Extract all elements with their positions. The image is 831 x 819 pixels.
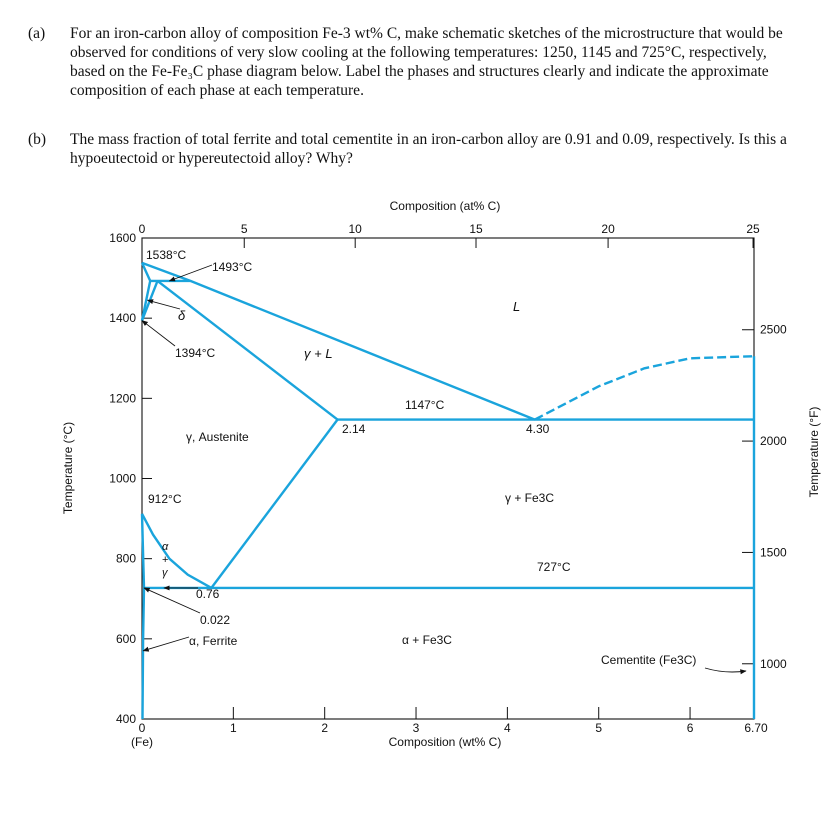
phase-line-alpha-solvus (143, 588, 145, 719)
part-b-text: The mass fraction of total ferrite and total cementite in an iron-carbon alloy are 0.91 and 0.09, respectively. Is this a hypoeutectoid or hypereutectoid alloy? Why? (70, 131, 787, 167)
label-0-76: 0.76 (196, 587, 220, 601)
x-tick-label-7: 6.70 (744, 721, 768, 735)
part-a-label: (a) (28, 25, 46, 42)
arrow-delta (147, 300, 180, 309)
arrow-0-022 (144, 588, 200, 613)
label-0-022: 0.022 (200, 613, 231, 627)
y-tick-label-800: 800 (115, 551, 136, 566)
label-2-14: 2.14 (342, 422, 366, 436)
label-1493: 1493°C (212, 260, 253, 274)
phase-liquid: L (513, 299, 521, 314)
left-axis-title: Temperature (°C) (61, 421, 75, 515)
phase-alpha-gamma-alpha: α (162, 541, 169, 553)
top-tick-label-0: 0 (138, 222, 146, 236)
right-tick-label-2500: 2500 (760, 322, 787, 337)
phase-line-a3 (142, 514, 211, 588)
phase-gamma-liquid: γ + L (304, 346, 333, 361)
y-tick-label-1600: 1600 (109, 231, 136, 245)
x-tick-label-5: 5 (595, 721, 603, 735)
y-tick-label-1000: 1000 (109, 471, 136, 486)
phase-cementite: Cementite (Fe3C) (601, 653, 697, 667)
phase-austenite: γ, Austenite (186, 430, 249, 444)
phase-line-liquidus-left (142, 263, 535, 420)
y-tick-label-600: 600 (115, 631, 136, 646)
arrow-1493 (169, 265, 212, 281)
phase-gamma-cementite: γ + Fe3C (505, 491, 555, 505)
right-axis-title: Temperature (°F) (807, 406, 821, 498)
arrow-cementite (705, 668, 746, 672)
part-b-label: (b) (28, 131, 47, 148)
top-tick-label-5: 5 (240, 222, 248, 236)
x-tick-label-1: 1 (229, 721, 237, 735)
label-727: 727°C (537, 560, 571, 574)
top-tick-label-15: 15 (469, 222, 483, 236)
label-912: 912°C (148, 492, 182, 506)
y-tick-label-400: 400 (115, 712, 136, 726)
label-4-30: 4.30 (526, 422, 550, 436)
top-axis-title: Composition (at% C) (389, 199, 501, 213)
label-1538: 1538°C (146, 248, 187, 262)
y-tick-label-1400: 1400 (109, 311, 136, 326)
phase-line-liquidus-right (535, 356, 754, 419)
right-tick-label-2000: 2000 (760, 434, 787, 449)
x-tick-label-4: 4 (504, 721, 511, 735)
x-tick-label-0: 0 (138, 721, 146, 735)
top-tick-label-10: 10 (348, 222, 362, 236)
phase-delta: δ (178, 308, 186, 323)
phase-ferrite: α, Ferrite (189, 634, 238, 648)
x-tick-label-2: 2 (321, 721, 329, 735)
x-tick-label-6: 6 (686, 721, 694, 735)
label-1147: 1147°C (405, 398, 445, 412)
bottom-axis-title: Composition (wt% C) (388, 735, 502, 749)
top-tick-label-20: 20 (601, 222, 615, 236)
phase-alpha-cementite: α + Fe3C (402, 633, 452, 647)
y-tick-label-1200: 1200 (109, 391, 136, 406)
label-1394: 1394°C (175, 346, 216, 360)
right-tick-label-1500: 1500 (760, 545, 787, 560)
right-tick-label-1000: 1000 (760, 656, 787, 671)
x-origin-label: (Fe) (131, 735, 153, 749)
part-a-text: For an iron-carbon alloy of composition Fe-3 wt% C, make schematic sketches of the microstructure that would be observed for conditions of very slow cooling at the following temperatures: 1250, 1145 and 725°C, respectively, based on the Fe-Fe₃C phase diagram below. Label the phases and structures clearly and indicate the approximate composition of each phase at each temperature. (70, 25, 783, 99)
top-tick-label-25: 25 (746, 222, 760, 236)
phase-alpha-gamma-gamma: γ (162, 567, 168, 579)
phase-line-acm (211, 420, 337, 588)
phase-alpha-gamma-plus: + (162, 554, 169, 566)
x-tick-label-3: 3 (412, 721, 420, 735)
arrow-1394 (142, 321, 175, 346)
